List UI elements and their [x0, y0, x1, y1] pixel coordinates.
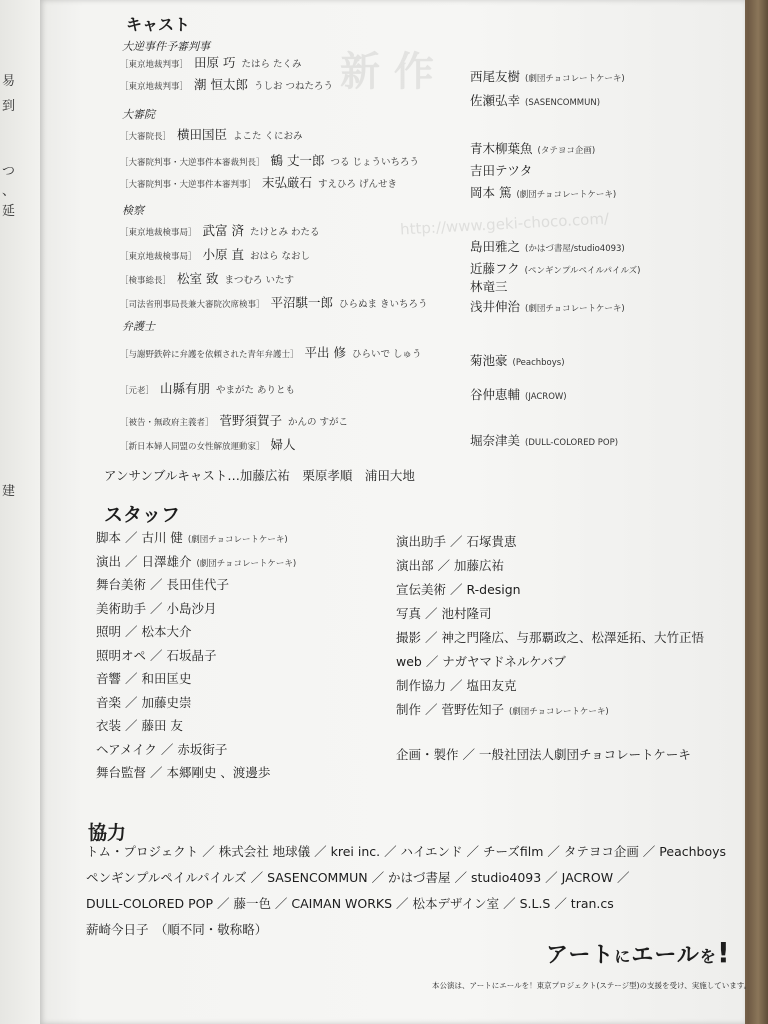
- character-name: 山縣有朋: [160, 381, 211, 396]
- actor-name: 林竜三: [470, 279, 508, 294]
- character-name: 鶴 丈一郎: [270, 153, 325, 168]
- cast-role-row: [120, 292, 428, 311]
- actor-name: 青木柳葉魚: [470, 141, 533, 156]
- role-label: ［司法省刑事局長兼大審院次席検事］: [120, 300, 265, 310]
- staff-left-row: [96, 763, 270, 781]
- character-kana: ひらいで しゅう: [352, 349, 422, 360]
- actor-name: 岡本 篤: [470, 185, 512, 200]
- actor-row: [470, 236, 625, 255]
- character-kana: よこた くにおみ: [233, 131, 303, 142]
- staff-left-row: [96, 552, 296, 570]
- actor-row: [470, 276, 508, 295]
- cast-role-row: [120, 410, 348, 429]
- ensemble-cast: アンサンブルキャスト…加藤広祐 栗原孝順 浦田大地: [104, 468, 415, 483]
- staff-credit: 演出 ／ 日澤雄介: [96, 553, 192, 569]
- support-footnote: 本公演は、アートにエールを！東京プロジェクト(ステージ型)の支援を受け、実施しています。: [432, 981, 752, 990]
- cast-group-label: 弁護士: [122, 320, 155, 333]
- character-kana: おはら なおし: [250, 251, 311, 262]
- actor-row: [470, 350, 565, 369]
- role-label: ［東京地裁判事］: [120, 82, 189, 92]
- staff-credit: 舞台監督 ／ 本郷剛史 、渡邊歩: [96, 765, 271, 780]
- logo-part: に: [614, 947, 632, 966]
- role-label: ［大審院判事・大逆事件本審裁判長］: [120, 158, 265, 168]
- actor-affiliation: (劇団チョコレートケーキ): [525, 74, 625, 84]
- staff-credit: 演出部 ／ 加藤広祐: [396, 558, 504, 573]
- actor-affiliation: (DULL-COLORED POP): [525, 438, 619, 448]
- staff-affiliation: (劇団チョコレートケーキ): [508, 707, 609, 717]
- staff-left-row: [96, 716, 183, 734]
- role-label: ［大審院判事・大逆事件本審判事］: [120, 180, 257, 190]
- staff-credit: 制作 ／ 菅野佐知子: [396, 702, 504, 717]
- cast-role-row: [120, 268, 294, 287]
- staff-credit: 舞台美術 ／ 長田佳代子: [96, 577, 229, 592]
- logo-part: !: [716, 936, 731, 969]
- show-through-text: 新 作: [340, 49, 434, 95]
- previous-page-char: 到: [2, 99, 16, 114]
- staff-right-row: [396, 628, 704, 646]
- character-name: 婦人: [270, 437, 296, 452]
- staff-right-row: [396, 580, 521, 598]
- actor-affiliation: (劇団チョコレートケーキ): [516, 190, 617, 200]
- cooperation-line: トム・プロジェクト ／ 株式会社 地球儀 ／ krei inc. ／ ハイエンド ／ チーズfilm ／ タテヨコ企画 ／ Peachboys: [86, 844, 727, 859]
- character-kana: まつむろ いたす: [224, 275, 295, 286]
- actor-row: [470, 182, 616, 201]
- previous-page-edge: [0, 0, 40, 1024]
- show-through-url: http://www.geki-choco.com/: [399, 209, 610, 239]
- logo-part: エール: [631, 943, 700, 968]
- logo-part: アート: [546, 943, 615, 968]
- cast-group-label: 大審院: [122, 108, 155, 121]
- actor-affiliation: (SASENCOMMUN): [525, 98, 601, 108]
- cast-role-row: [120, 74, 333, 93]
- cooperation-line: DULL-COLORED POP ／ 藤一色 ／ CAIMAN WORKS ／ 松本デザイン室 ／ S.L.S ／ tran.cs: [86, 896, 614, 911]
- previous-page-char: つ: [2, 164, 16, 179]
- staff-credit: 美術助手 ／ 小島沙月: [96, 600, 217, 616]
- character-kana: つる じょういちろう: [330, 157, 420, 168]
- actor-affiliation: (かはづ書屋/studio4093): [525, 244, 625, 254]
- character-name: 横田国臣: [177, 127, 228, 142]
- actor-name: 吉田テツタ: [470, 163, 533, 178]
- art-ni-yell-wo-logo: [546, 936, 731, 969]
- staff-credit: 衣装 ／ 藤田 友: [96, 718, 183, 733]
- staff-left-row: [96, 693, 191, 711]
- actor-name: 島田雅之: [470, 239, 521, 254]
- character-name: 小原 直: [202, 247, 244, 262]
- staff-left-row: [96, 646, 216, 664]
- role-label: ［元老］: [120, 386, 155, 396]
- staff-credit: web ／ ナガヤマドネルケバブ: [396, 654, 566, 669]
- previous-page-char: 建: [2, 484, 16, 499]
- staff-credit: 演出助手 ／ 石塚貴恵: [396, 534, 517, 549]
- character-kana: ひらぬま きいちろう: [339, 299, 428, 310]
- staff-affiliation: (劇団チョコレートケーキ): [187, 535, 288, 545]
- previous-page-char: 延: [2, 204, 16, 219]
- staff-credit: 音楽 ／ 加藤史崇: [96, 694, 192, 710]
- character-kana: やまがた ありとも: [216, 385, 296, 396]
- actor-affiliation: (劇団チョコレートケーキ): [525, 304, 625, 314]
- role-label: ［被告・無政府主義者］: [120, 418, 214, 428]
- staff-credit: 撮影 ／ 神之門隆広、与那覇政之、松澤延拓、大竹正悟: [396, 630, 704, 645]
- staff-right-row: [396, 745, 691, 763]
- staff-credit: 宣伝美術 ／ R-design: [396, 582, 521, 597]
- staff-credit: 脚本 ／ 古川 健: [96, 530, 183, 545]
- cast-role-row: [120, 124, 303, 143]
- cast-role-row: [120, 342, 422, 361]
- cooperation-line: ペンギンプルペイルパイルズ ／ SASENCOMMUN ／ かはづ書屋 ／ studio4093 ／ JACROW ／: [86, 870, 630, 885]
- cast-group-label: 大逆事件予審判事: [122, 40, 210, 53]
- character-kana: たけとみ わたる: [250, 227, 320, 238]
- actor-row: [470, 66, 625, 85]
- role-label: ［大審院長］: [120, 132, 172, 142]
- actor-name: 谷仲恵輔: [470, 387, 521, 402]
- previous-page-char: 、: [2, 184, 16, 199]
- cast-heading: キャスト: [126, 15, 191, 34]
- actor-name: 菊池豪: [470, 353, 508, 368]
- actor-row: [470, 258, 641, 277]
- actor-row: [470, 160, 532, 179]
- cast-role-row: [120, 52, 302, 71]
- staff-left-row: [96, 528, 288, 546]
- cast-group-label: 検察: [122, 204, 144, 217]
- character-name: 田原 巧: [194, 55, 236, 70]
- actor-row: [470, 296, 625, 315]
- character-kana: たはら たくみ: [241, 59, 302, 70]
- role-label: ［与謝野鉄幹に弁護を依頼された青年弁護士］: [120, 350, 299, 360]
- character-name: 菅野須賀子: [219, 413, 283, 428]
- character-name: 平沼騏一郎: [270, 295, 334, 310]
- staff-left-row: [96, 599, 216, 617]
- actor-affiliation: (JACROW): [525, 392, 567, 402]
- staff-credit: 照明オペ ／ 石坂晶子: [96, 647, 217, 663]
- staff-left-row: [96, 669, 191, 687]
- character-kana: うしお つねたろう: [254, 81, 334, 92]
- staff-credit: 企画・製作 ／ 一般社団法人劇団チョコレートケーキ: [396, 747, 691, 762]
- character-name: 平出 修: [304, 345, 346, 360]
- cast-role-row: [120, 150, 419, 169]
- actor-row: [470, 384, 567, 403]
- staff-left-row: [96, 740, 227, 758]
- role-label: ［東京地裁検事局］: [120, 252, 197, 262]
- cooperation-heading: 協力: [88, 822, 127, 844]
- staff-heading: スタッフ: [104, 504, 181, 526]
- character-name: 潮 恒太郎: [194, 77, 248, 92]
- staff-right-row: [396, 652, 566, 670]
- actor-affiliation: (タテヨコ企画): [537, 146, 596, 156]
- staff-credit: 制作協力 ／ 塩田友克: [396, 678, 517, 693]
- staff-credit: 写真 ／ 池村隆司: [396, 606, 492, 621]
- actor-row: [470, 90, 600, 109]
- actor-name: 近藤フク: [470, 261, 520, 276]
- staff-right-row: [396, 532, 516, 550]
- role-label: ［東京地裁判事］: [120, 60, 189, 70]
- staff-right-row: [396, 604, 491, 622]
- role-label: ［検事総長］: [120, 276, 172, 286]
- character-name: 武富 済: [202, 223, 244, 238]
- staff-credit: 照明 ／ 松本大介: [96, 624, 192, 639]
- cooperation-line: 薪崎今日子 （順不同・敬称略）: [86, 922, 268, 937]
- staff-right-row: [396, 556, 504, 574]
- actor-affiliation: (ペンギンプルペイルパイルズ): [524, 266, 641, 276]
- cast-role-row: [120, 434, 296, 453]
- role-label: ［東京地裁検事局］: [120, 228, 197, 238]
- staff-credit: 音響 ／ 和田匡史: [96, 671, 192, 686]
- previous-page-char: 易: [2, 74, 16, 89]
- staff-left-row: [96, 575, 229, 593]
- character-kana: かんの すがこ: [288, 417, 349, 428]
- staff-credit: ヘアメイク ／ 赤坂街子: [96, 741, 228, 757]
- staff-affiliation: (劇団チョコレートケーキ): [196, 558, 297, 569]
- staff-right-row: [396, 676, 516, 694]
- actor-name: 佐瀬弘幸: [470, 93, 521, 108]
- actor-name: 堀奈津美: [470, 433, 521, 448]
- actor-row: [470, 430, 618, 449]
- actor-affiliation: (Peachboys): [512, 358, 565, 368]
- logo-part: を: [699, 947, 717, 966]
- actor-row: [470, 138, 595, 157]
- cast-role-row: [120, 244, 310, 263]
- role-label: ［新日本婦人同盟の女性解放運動家］: [120, 442, 265, 452]
- character-name: 松室 致: [177, 271, 219, 286]
- character-name: 末弘厳石: [262, 175, 313, 190]
- actor-name: 浅井伸治: [470, 299, 521, 314]
- actor-name: 西尾友樹: [470, 69, 521, 84]
- character-kana: すえひろ げんせき: [318, 179, 398, 190]
- staff-right-row: [396, 700, 609, 718]
- cast-role-row: [120, 220, 320, 239]
- cast-role-row: [120, 172, 397, 191]
- staff-left-row: [96, 622, 191, 640]
- cast-role-row: [120, 378, 295, 397]
